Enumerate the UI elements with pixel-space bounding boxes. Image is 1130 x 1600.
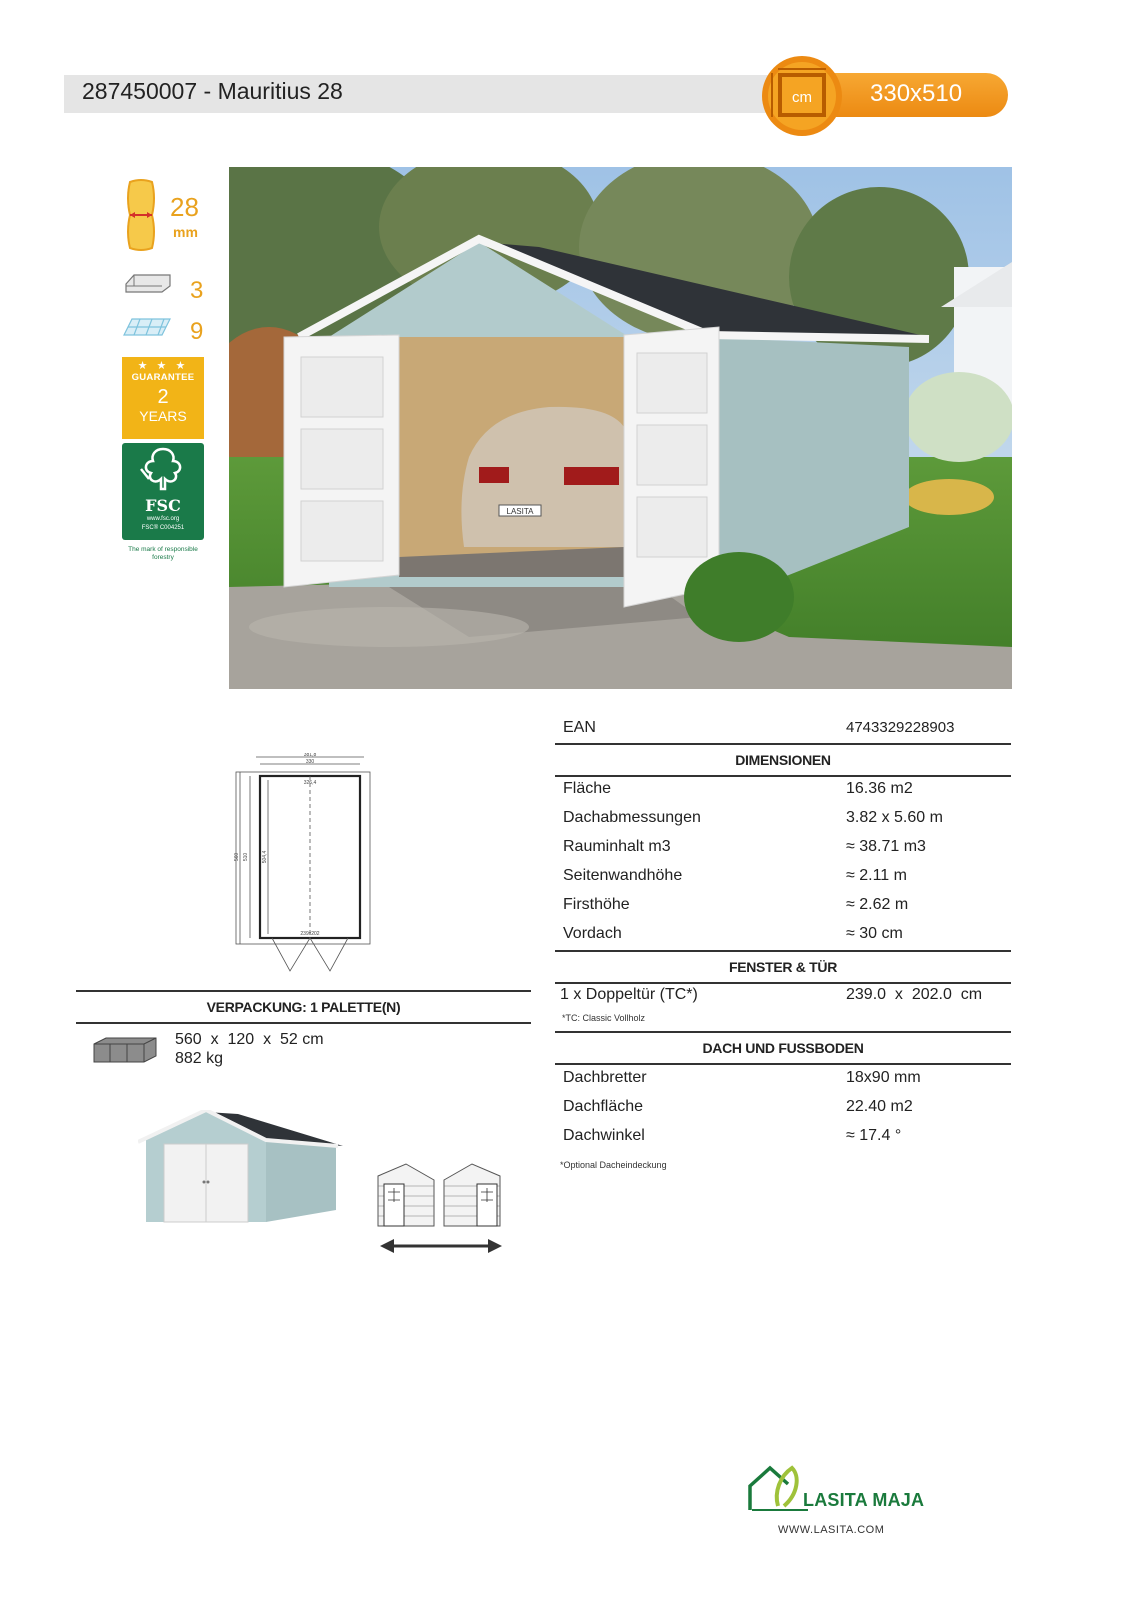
wall-thickness-unit: mm xyxy=(173,224,198,240)
spec-row xyxy=(555,921,1011,949)
spec-label: Seitenwandhöhe xyxy=(563,867,683,884)
spec-row xyxy=(555,834,1011,862)
roof-note: *Optional Dacheindeckung xyxy=(560,1160,667,1170)
product-title: 287450007 - Mauritius 28 xyxy=(82,78,343,104)
plan-outer-width: 381,8 xyxy=(303,753,317,758)
size-label: 330x510 xyxy=(870,80,963,107)
fsc-name: FSC xyxy=(145,496,181,515)
spec-label: Firsthöhe xyxy=(563,896,630,913)
ruler-badge-icon xyxy=(758,55,846,137)
spec-value: ≈ 38.71 m3 xyxy=(846,838,926,855)
spec-row xyxy=(555,1065,1011,1093)
section-roof-floor: DACH UND FUSSBODEN xyxy=(555,1031,1011,1065)
plan-inner-width: 326,4 xyxy=(303,780,317,786)
spec-row xyxy=(555,1123,1011,1151)
ean-value: 4743329228903 xyxy=(846,719,955,736)
fsc-badge xyxy=(122,443,204,540)
spec-label: Vordach xyxy=(563,925,622,942)
door-note: *TC: Classic Vollholz xyxy=(562,1013,646,1023)
spec-value: ≈ 17.4 ° xyxy=(846,1127,902,1144)
section-dimensions: DIMENSIONEN xyxy=(555,743,1011,777)
brand-url[interactable]: WWW.LASITA.COM xyxy=(778,1524,885,1536)
pallet-icon xyxy=(92,1036,158,1069)
spec-value: 16.36 m2 xyxy=(846,780,913,797)
door-icon xyxy=(122,272,174,299)
door-count: 3 xyxy=(190,277,204,304)
spec-label: Dachbretter xyxy=(563,1069,647,1086)
guarantee-badge xyxy=(122,357,204,439)
plan-inner-depth: 504,4 xyxy=(262,850,268,864)
spec-value: 3.82 x 5.60 m xyxy=(846,809,943,826)
guarantee-years: 2 xyxy=(157,386,169,408)
spec-value: 22.40 m2 xyxy=(846,1098,913,1115)
spec-label: Dachabmessungen xyxy=(563,809,701,826)
guarantee-unit: YEARS xyxy=(139,408,187,424)
fsc-tree-icon xyxy=(133,443,193,493)
garage-render xyxy=(138,1110,343,1225)
spec-row xyxy=(555,1094,1011,1122)
door-row xyxy=(555,982,1011,1010)
spec-row xyxy=(555,805,1011,833)
spec-label: Dachfläche xyxy=(563,1098,644,1115)
spec-value: 18x90 mm xyxy=(846,1069,921,1086)
ean-label: EAN xyxy=(563,719,596,736)
spec-row xyxy=(555,863,1011,891)
floor-plan xyxy=(232,753,374,973)
spec-label: Dachwinkel xyxy=(563,1127,645,1144)
plan-depth: 510 xyxy=(243,852,249,862)
packaging-title: VERPACKUNG: 1 PALETTE(N) xyxy=(76,990,531,1024)
spec-value: ≈ 2.62 m xyxy=(846,896,909,913)
car-plate: LASITA xyxy=(506,507,534,516)
stars-icon: ★ ★ ★ xyxy=(137,360,189,372)
guarantee-label: GUARANTEE xyxy=(131,372,195,383)
window-icon xyxy=(122,315,174,346)
wall-thickness-value: 28 xyxy=(170,192,199,222)
ean-row xyxy=(555,715,1011,743)
log-thickness-icon xyxy=(124,178,158,257)
product-photo xyxy=(229,167,1012,689)
plan-door-size: 239x202 xyxy=(300,931,320,937)
door-value: 239.0 x 202.0 cm xyxy=(846,986,983,1003)
orientation-diagram xyxy=(376,1158,506,1258)
fsc-tagline: The mark of responsible forestry xyxy=(128,546,198,561)
spec-value: ≈ 30 cm xyxy=(846,925,903,942)
spec-value: ≈ 2.11 m xyxy=(846,867,907,884)
fsc-code: FSC® C004251 xyxy=(141,525,185,531)
spec-row xyxy=(555,892,1011,920)
door-label: 1 x Doppeltür (TC*) xyxy=(560,986,698,1003)
spec-label: Fläche xyxy=(563,780,612,797)
spec-row xyxy=(555,776,1011,804)
brand-name: LASITA MAJA xyxy=(803,1490,925,1510)
plan-outer-depth: 560 xyxy=(234,852,240,862)
badge-unit: cm xyxy=(792,89,812,106)
packaging-dimensions: 560 x 120 x 52 cm xyxy=(175,1031,324,1048)
spec-label: Rauminhalt m3 xyxy=(563,838,671,855)
plan-width: 330 xyxy=(305,759,315,765)
window-count: 9 xyxy=(190,318,204,345)
fsc-url: www.fsc.org xyxy=(146,516,180,522)
packaging-weight: 882 kg xyxy=(175,1050,224,1067)
section-windows-doors: FENSTER & TÜR xyxy=(555,950,1011,984)
